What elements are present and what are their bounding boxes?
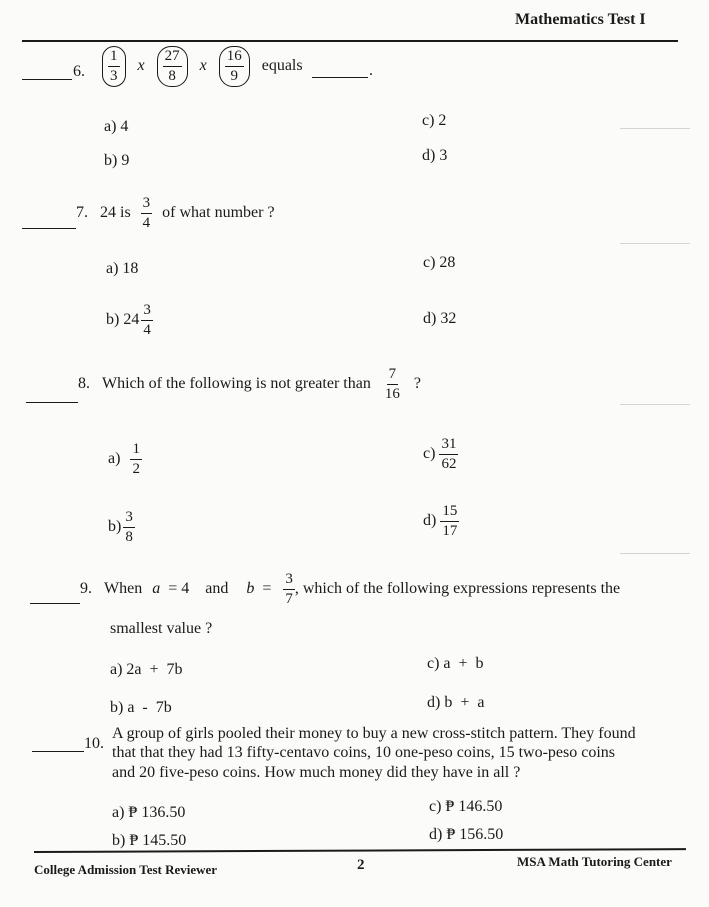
question-6-expression: [102, 46, 303, 87]
bleed-through-line: [620, 128, 690, 129]
q9-option-a[interactable]: a) 2a + 7b: [110, 661, 183, 678]
page-header-title: Mathematics Test I: [515, 11, 646, 28]
equals-text: equals: [261, 57, 303, 75]
question-10-line3: and 20 five-peso coins. How much money did they have in all ?: [112, 764, 521, 781]
q7-option-a[interactable]: a) 18: [106, 260, 139, 277]
question-10-line1: A group of girls pooled their money to buy a new cross-stitch pattern. They found: [112, 725, 636, 742]
question-number-q6: 6.: [73, 63, 85, 80]
q8-option-d[interactable]: d) $\frac{15}{17}$: [423, 503, 458, 539]
q8-text: Which of the following is not greater than: [102, 375, 371, 393]
q8-a-fraction: $\frac{1}{2}$: [132, 441, 140, 477]
q9-var-b: b: [246, 580, 255, 598]
answer-blank-q10[interactable]: [32, 751, 84, 752]
q8-b-fraction: $\frac{3}{8}$: [125, 509, 133, 545]
bleed-through-line: [620, 404, 690, 405]
question-8-text: [78, 367, 421, 402]
q8-option-c[interactable]: c) $\frac{31}{62}$: [423, 436, 457, 472]
footer-left-text: College Admission Test Reviewer: [34, 862, 218, 877]
q7-option-d[interactable]: d) 32: [423, 310, 457, 327]
answer-blank-q9[interactable]: [30, 603, 80, 604]
q7-fraction: $\frac{3}{4}$: [142, 195, 151, 231]
q6-option-d[interactable]: d) 3: [422, 147, 448, 164]
fraction-2: $\frac{27}{8}$: [164, 48, 180, 84]
page-number: 2: [357, 857, 365, 873]
fraction-1: $\frac{1}{3}$: [110, 48, 118, 84]
q9-var-a: a: [152, 580, 161, 598]
question-9-text: [80, 572, 620, 607]
q8-question-mark: ?: [413, 375, 421, 393]
header-rule: [22, 40, 678, 42]
question-number-q8: 8.: [78, 375, 90, 393]
q9-option-b[interactable]: b) a - 7b: [110, 699, 172, 716]
q9-and: and: [205, 580, 229, 598]
q8-d-fraction: $\frac{15}{17}$: [442, 503, 458, 539]
answer-blank-q6[interactable]: [22, 79, 72, 80]
q10-option-d[interactable]: d) ₱ 156.50: [429, 826, 504, 843]
fraction-group-1: [102, 46, 126, 87]
bleed-through-line: [620, 243, 690, 244]
q9-option-d[interactable]: d) b + a: [427, 694, 485, 711]
q10-option-c[interactable]: c) ₱ 146.50: [429, 798, 503, 815]
answer-blank-q8[interactable]: [26, 402, 78, 403]
fraction-3: $\frac{16}{9}$: [226, 48, 242, 84]
question-7-text: [76, 196, 275, 231]
bleed-through-line: [620, 553, 690, 554]
q9-when: When: [104, 580, 143, 598]
q7-option-c[interactable]: c) 28: [423, 254, 456, 271]
question-number-q10: 10.: [84, 735, 104, 752]
q10-option-a[interactable]: a) ₱ 136.50: [112, 804, 186, 821]
q7-text-post: of what number ?: [162, 204, 275, 222]
q7-option-b[interactable]: b) 24 $\frac{3}{4}$: [106, 302, 151, 338]
q6-option-b[interactable]: b) 9: [104, 152, 130, 169]
q7-text-pre: 24 is: [100, 204, 131, 222]
q8-c-fraction: $\frac{31}{62}$: [441, 436, 457, 472]
question-number-q7: 7.: [76, 204, 88, 222]
q9-a-value: = 4: [168, 580, 190, 598]
q8-option-a[interactable]: a) $\frac{1}{2}$: [108, 441, 140, 477]
times-sign: x: [137, 57, 145, 75]
q6-period: .: [369, 62, 373, 79]
q6-option-a[interactable]: a) 4: [104, 118, 129, 135]
q10-option-b[interactable]: b) ₱ 145.50: [112, 832, 187, 849]
q9-fraction: $\frac{3}{7}$: [285, 571, 293, 607]
q6-result-blank: [312, 77, 368, 78]
q7-b-fraction: $\frac{3}{4}$: [143, 302, 151, 338]
footer-right-text: MSA Math Tutoring Center: [517, 854, 672, 869]
q9-text-rest: , which of the following expressions represents the: [294, 580, 621, 598]
answer-blank-q7[interactable]: [22, 228, 76, 229]
q8-option-b[interactable]: b) $\frac{3}{8}$: [108, 509, 133, 545]
question-10-line2: that that they had 13 fifty-centavo coins, 10 one-peso coins, 15 two-peso coins: [112, 744, 615, 761]
fraction-group-3: [219, 46, 250, 87]
question-9-line2: smallest value ?: [110, 620, 213, 637]
fraction-group-2: [157, 46, 188, 87]
q9-option-c[interactable]: c) a + b: [427, 655, 484, 672]
q9-equals: =: [262, 580, 272, 598]
q6-option-c[interactable]: c) 2: [422, 112, 447, 129]
q8-fraction: $\frac{7}{16}$: [384, 366, 400, 402]
times-sign: x: [199, 57, 207, 75]
question-number-q9: 9.: [80, 580, 92, 598]
